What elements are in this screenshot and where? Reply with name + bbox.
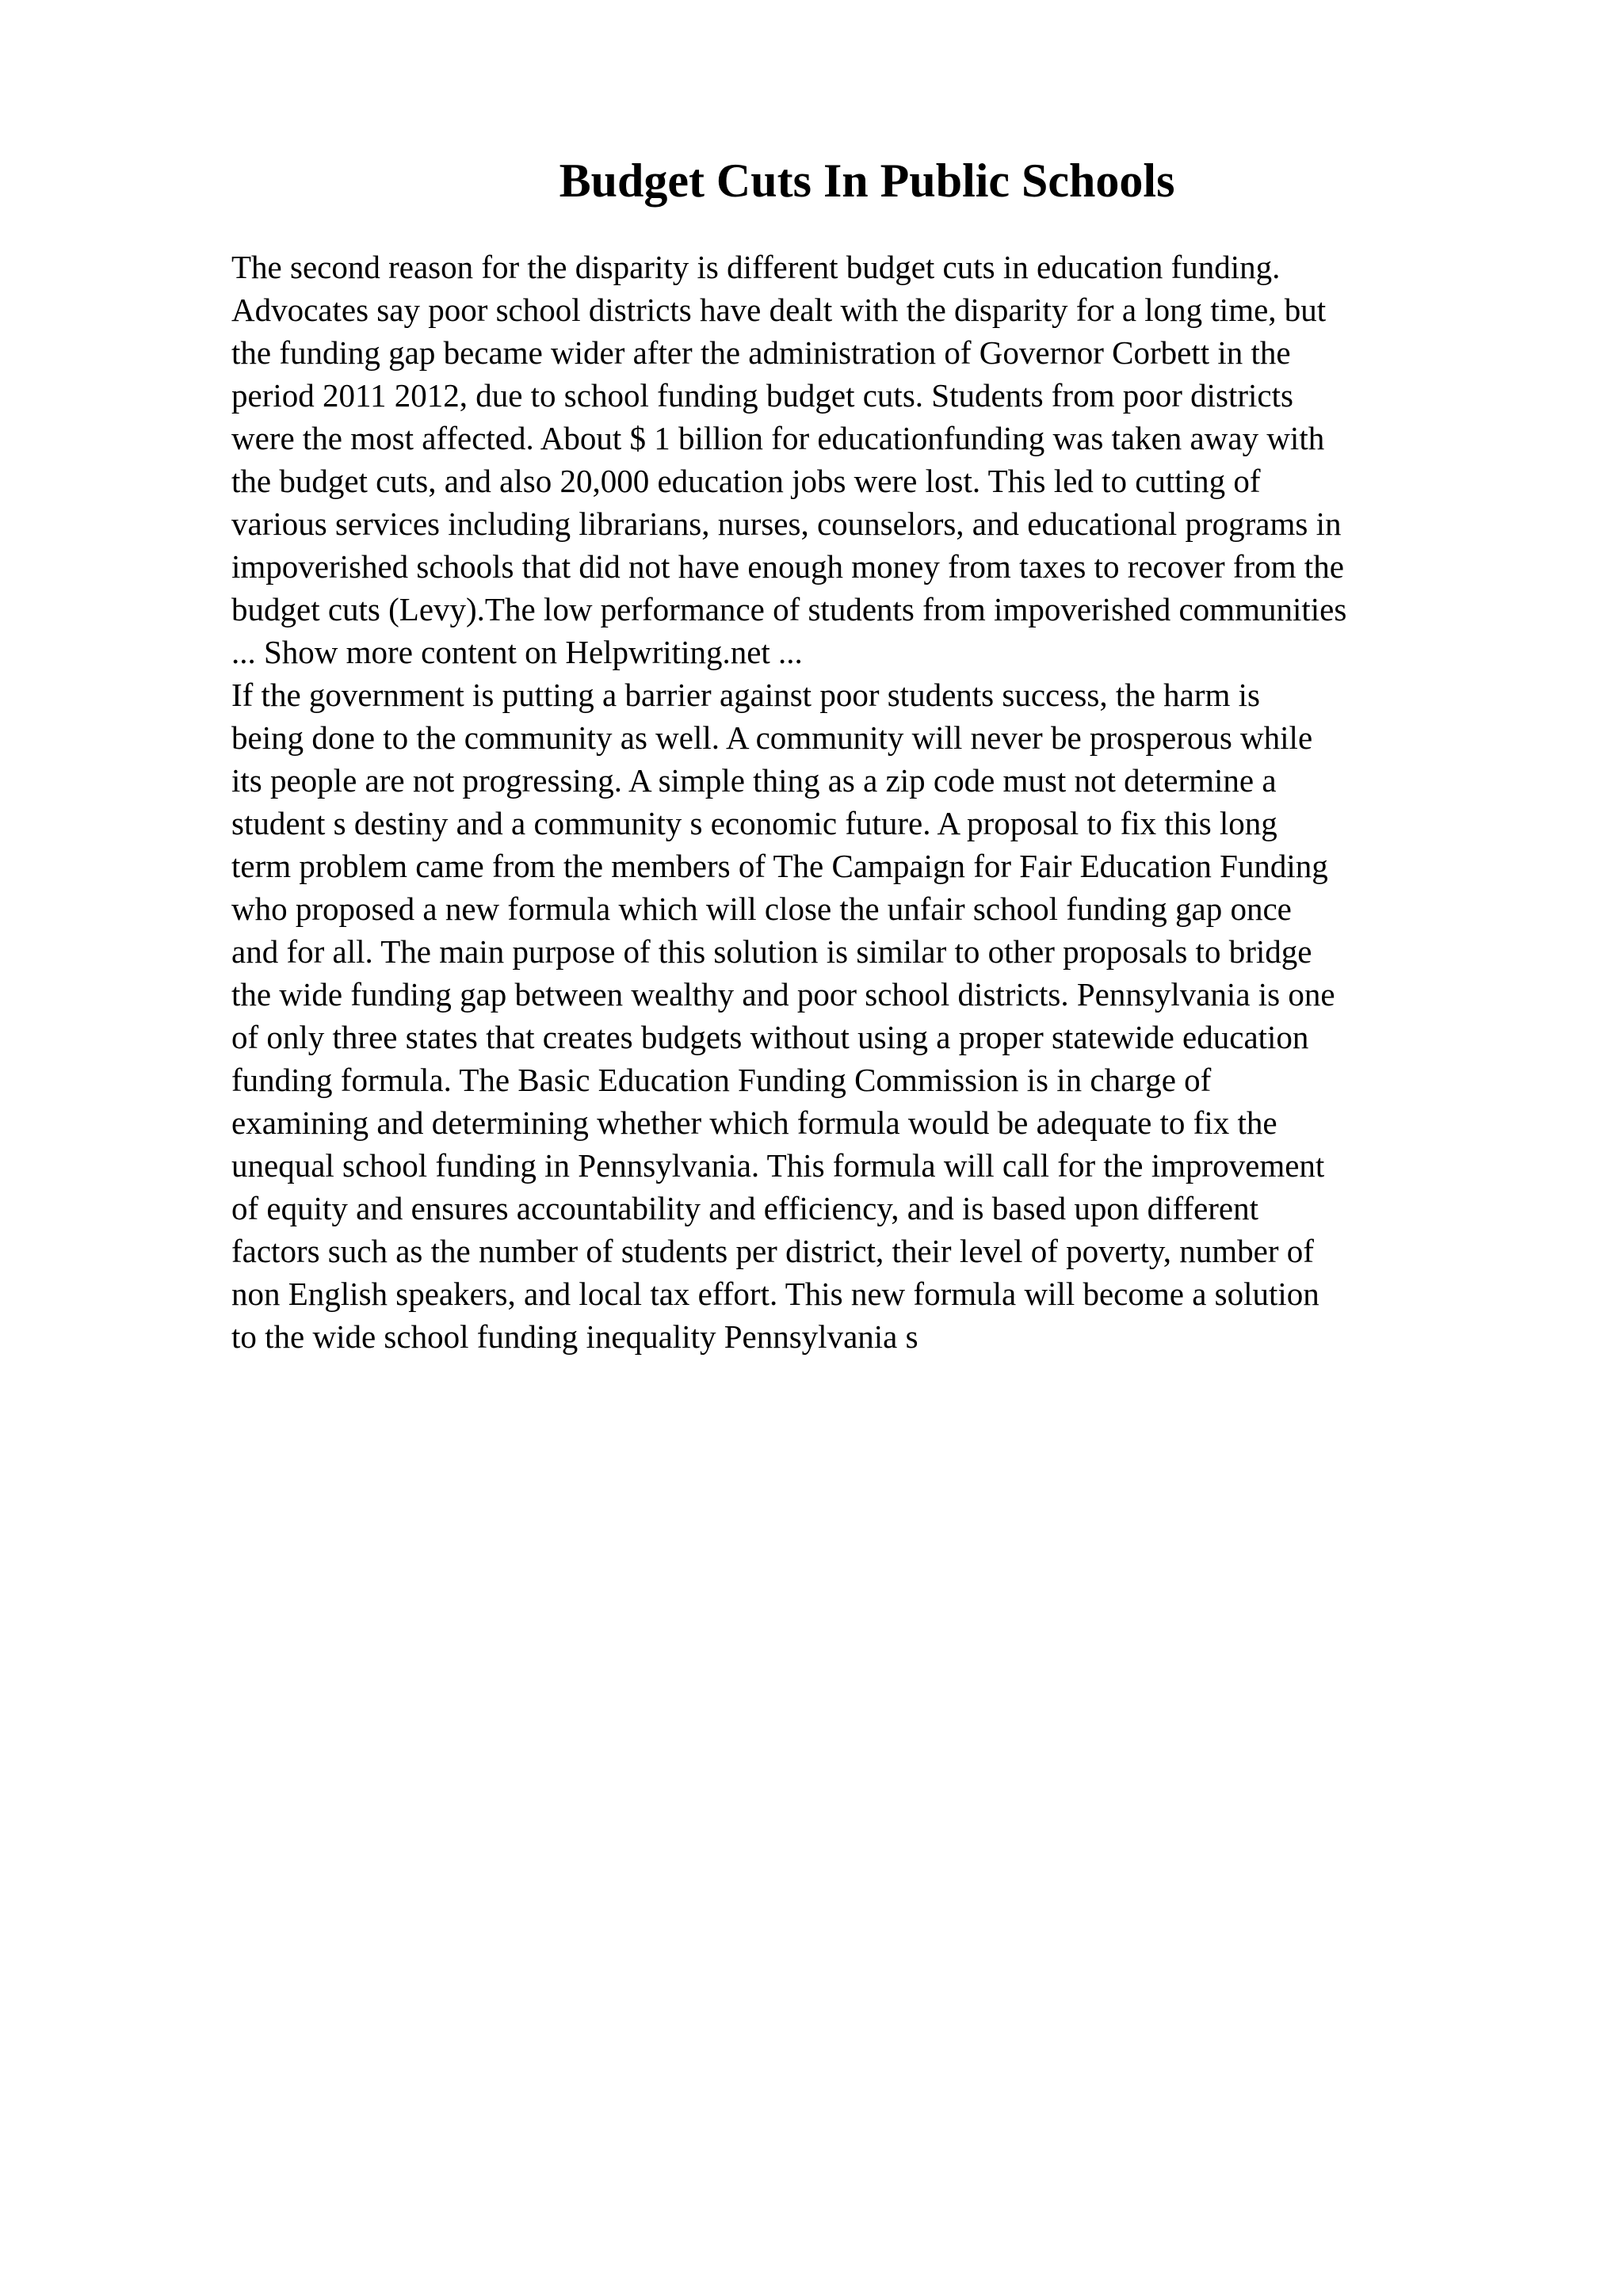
paragraph-funding-formula: If the government is putting a barrier against poor students success, the harm is being done to the community as well. A community will never be prosperous while its people are not progressing. A simple thing as a zip code must not determine a student s destiny and a community s economic future. A proposal to fix this long term problem came from the members of The Campaign for Fair Education Funding who proposed a new formula which will close the unfair school funding gap once and for all. The main purpose of this solution is similar to other proposals to bridge the wide funding gap between wealthy and poor school districts. Pennsylvania is one of only three states that creates budgets without using a proper statewide education funding formula. The Basic Education Funding Commission is in charge of examining and determining whether which formula would be adequate to fix the unequal school funding in Pennsylvania. This formula will call for the improvement of equity and ensures accountability and efficiency, and is based upon different factors such as the number of students per district, their level of poverty, number of non English speakers, and local tax effort. This new formula will become a solution to the wide school funding inequality Pennsylvania s: [231, 677, 1335, 1355]
paragraph-budget-cuts: The second reason for the disparity is different budget cuts in education funding. Advocates say poor school districts have dealt with the disparity for a long time, but the funding gap became wider after the administration of Governor Corbett in the period 2011 2012, due to school funding budget cuts. Students from poor districts were the most affected. About $ 1 billion for educationfunding was taken away with the budget cuts, and also 20,000 education jobs were lost. This led to cutting of various services including librarians, nurses, counselors, and educational programs in impoverished schools that did not have enough money from taxes to recover from the budget cuts (Levy).The low performance of students from impoverished communities ... Show more content on Helpwriting.net ...: [231, 249, 1347, 670]
document-title: Budget Cuts In Public Schools: [559, 154, 1175, 207]
document-body: [231, 246, 1515, 1358]
